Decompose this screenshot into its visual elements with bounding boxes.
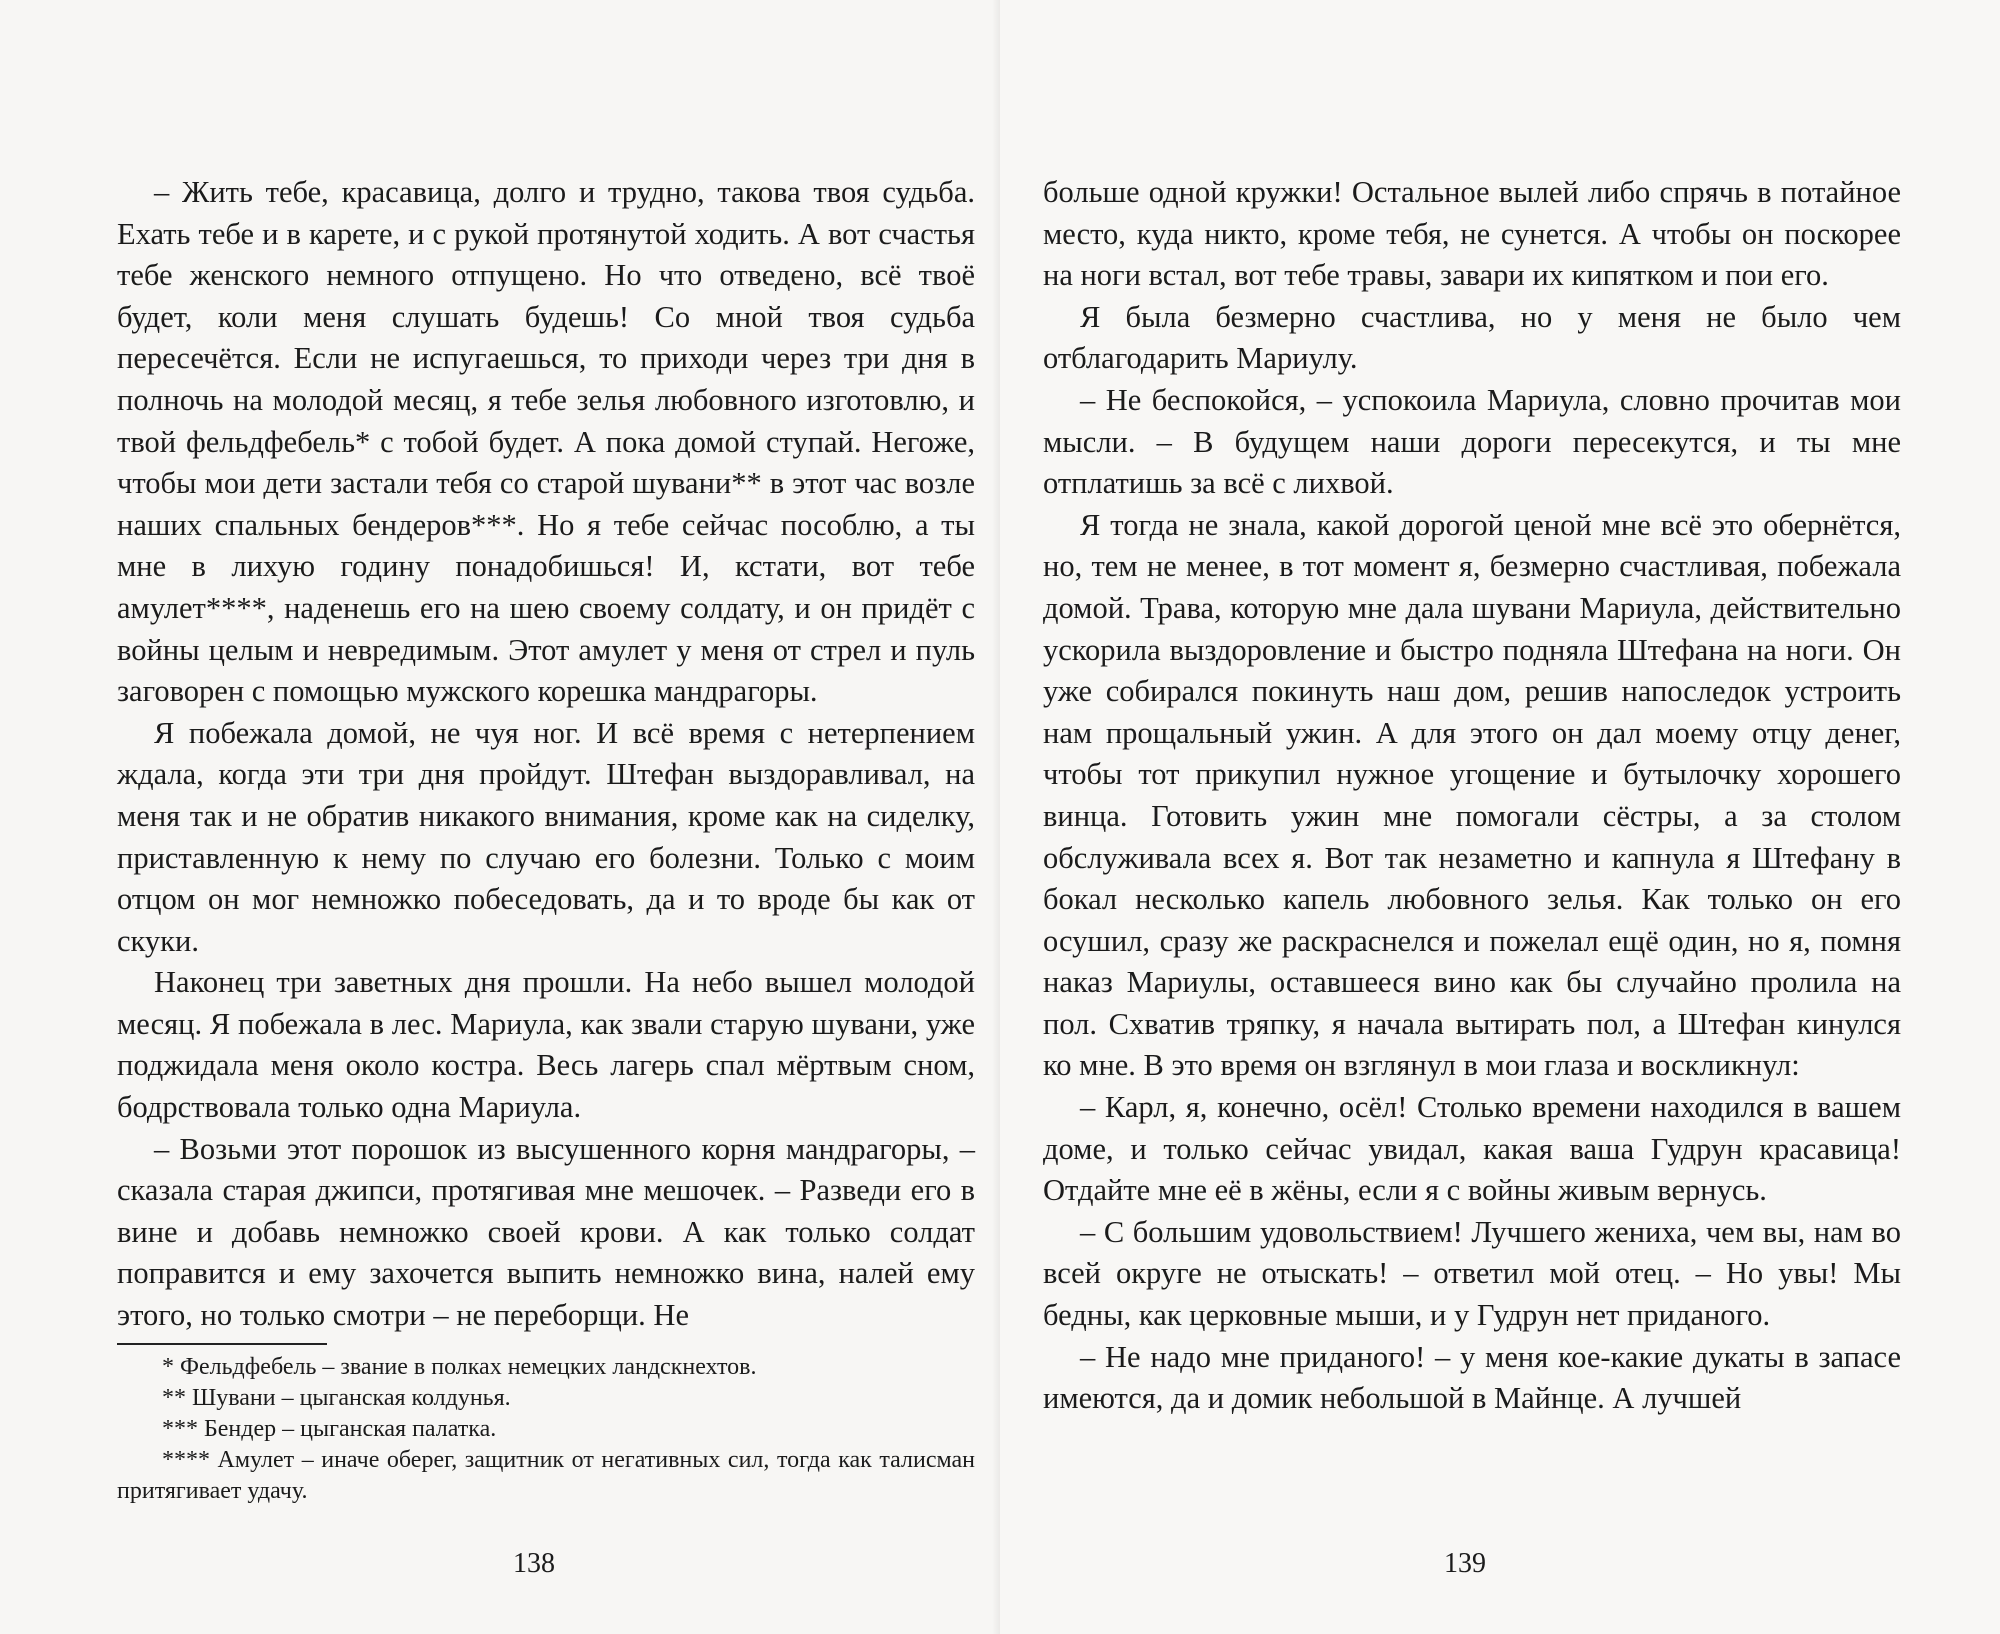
paragraph: – С большим удовольствием! Лучшего жениха, чем вы, нам во всей округе не отыскать! – ответил мой отец. – Но увы! Мы бедны, как церковные мыши, и у Гудрун нет приданого. [1043,1214,1901,1333]
right-page [1000,0,2000,1634]
footnote: * Фельдфебель – звание в полках немецких ландскнехтов. [162,1354,757,1380]
footnotes [117,1352,975,1507]
footnote: ** Шувани – цыганская колдунья. [162,1385,511,1411]
paragraph: Наконец три заветных дня прошли. На небо вышел молодой месяц. Я побежала в лес. Мариула, как звали старую шувани, уже поджидала меня около костра. Весь лагерь спал мёртвым сном, бодрствовала только одна Мариула. [117,965,975,1125]
paragraph: – Не беспокойся, – успокоила Мариула, словно прочитав мои мысли. – В будущем наши дороги пересекутся, и ты мне отплатишь за всё с лихвой. [1043,382,1901,501]
left-page-text [117,172,975,1337]
page-number: 138 [513,1548,555,1579]
page-number: 139 [1444,1548,1486,1579]
right-page-text [1043,172,1901,1420]
footnote: *** Бендер – цыганская палатка. [162,1416,497,1442]
paragraph: – Не надо мне приданого! – у меня кое-какие дукаты в запасе имеются, да и домик небольшой в Майнце. А лучшей [1043,1339,1901,1416]
paragraph: – Возьми этот порошок из высушенного корня мандрагоры, – сказала старая джипси, протягивая мне мешочек. – Разведи его в вине и добавь немножко своей крови. А как только солдат поправится и ему захочется выпить немножко вина, налей ему этого, но только смотри – не переборщи. Не [117,1131,975,1333]
footnote: **** Амулет – иначе оберег, защитник от негативных сил, тогда как талисман притягивает удачу. [117,1447,975,1504]
paragraph: Я тогда не знала, какой дорогой ценой мне всё это обернётся, но, тем не менее, в тот момент я, безмерно счастливая, побежала домой. Трава, которую мне дала шувани Мариула, действительно ускорила выздоровление и быстро подняла Штефана на ноги. Он уже собирался покинуть наш дом, решив напоследок устроить нам прощальный ужин. А для этого он дал моему отцу денег, чтобы тот прикупил нужное угощение и бутылочку хорошего винца. Готовить ужин мне помогали сёстры, а за столом обслуживала всех я. Вот так незаметно и капнула я Штефану в бокал несколько капель любовного зелья. Как только он его осушил, сразу же раскраснелся и пожелал ещё один, но я, помня наказ Мариулы, оставшееся вино как бы случайно пролила на пол. Схватив тряпку, я начала вытирать пол, а Штефан кинулся ко мне. В это время он взглянул в мои глаза и воскликнул: [1043,507,1901,1083]
paragraph: – Жить тебе, красавица, долго и трудно, такова твоя судьба. Ехать тебе и в карете, и с рукой протянутой ходить. А вот счастья тебе женского немного отпущено. Но что отведено, всё твоё будет, коли меня слушать будешь! Со мной твоя судьба пересечётся. Если не испугаешься, то приходи через три дня в полночь на молодой месяц, я тебе зелья любовного изготовлю, и твой фельдфебель* с тобой будет. А пока домой ступай. Негоже, чтобы мои дети застали тебя со старой шувани** в этот час возле наших спальных бендеров***. Но я тебе сейчас пособлю, а ты мне в лихую годину понадобишься! И, кстати, вот тебе амулет****, наденешь его на шею своему солдату, и он придёт с войны целым и невредимым. Этот амулет у меня от стрел и пуль заговорен с помощью мужского корешка мандрагоры. [117,175,975,709]
paragraph: Я побежала домой, не чуя ног. И всё время с нетерпением ждала, когда эти три дня пройдут. Штефан выздоравливал, на меня так и не обратив никакого внимания, кроме как на сиделку, приставленную к нему по случаю его болезни. Только с моим отцом он мог немножко побеседовать, да и то вроде бы как от скуки. [117,715,975,958]
paragraph: – Карл, я, конечно, осёл! Столько времени находился в вашем доме, и только сейчас увидал, какая ваша Гудрун красавица! Отдайте мне её в жёны, если я с войны живым вернусь. [1043,1090,1901,1208]
paragraph: Я была безмерно счастлива, но у меня не было чем отблагодарить Мариулу. [1043,299,1901,376]
footnote-separator [117,1343,327,1345]
paragraph: больше одной кружки! Остальное вылей либо спрячь в потайное место, куда никто, кроме тебя, не сунется. А чтобы он поскорее на ноги встал, вот тебе травы, завари их кипятком и пои его. [1043,175,1901,293]
